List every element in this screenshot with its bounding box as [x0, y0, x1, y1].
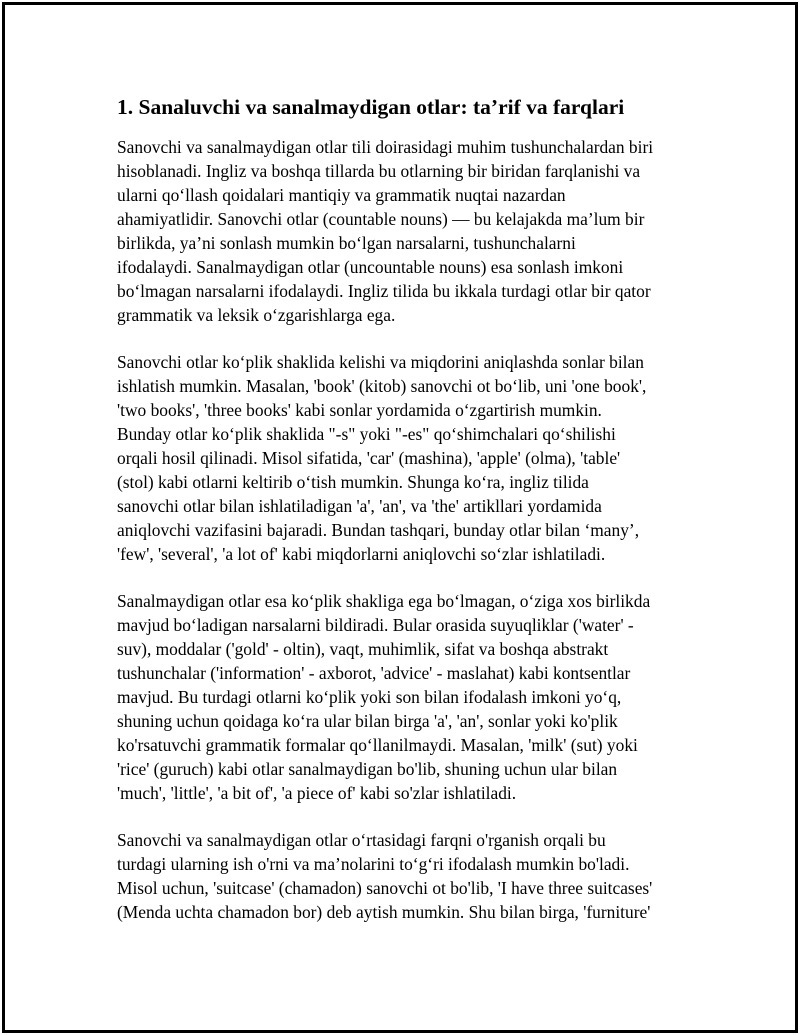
paragraph-3	[117, 589, 687, 805]
text-line: Sanovchi va sanalmaydigan otlar o‘rtasidagi farqni o'rganish orqali bu	[117, 830, 606, 850]
text-line: Misol uchun, 'suitcase' (chamadon) sanovchi ot bo'lib, 'I have three suitcases'	[117, 878, 653, 898]
text-line: Sanalmaydigan otlar esa ko‘plik shakliga ega bo‘lmagan, o‘ziga xos birlikda	[117, 591, 651, 611]
paragraph-1	[117, 135, 687, 327]
text-line: 'few', 'several', 'a lot of' kabi miqdorlarni aniqlovchi so‘zlar ishlatiladi.	[117, 544, 606, 564]
text-line: tushunchalar ('information' - axborot, 'advice' - maslahat) kabi kontsentlar	[117, 663, 631, 683]
text-line: mavjud bo‘ladigan narsalarni bildiradi. Bular orasida suyuqliklar ('water' -	[117, 615, 634, 635]
text-line: birlikda, ya’ni sonlash mumkin bo‘lgan narsalarni, tushunchalarni	[117, 233, 576, 253]
text-line: 'rice' (guruch) kabi otlar sanalmaydigan bo'lib, shuning uchun ular bilan	[117, 759, 618, 779]
paragraph-4	[117, 828, 687, 924]
text-line: ishlatish mumkin. Masalan, 'book' (kitob) sanovchi ot bo‘lib, uni 'one book',	[117, 376, 647, 396]
text-line: (stol) kabi otlarni keltirib o‘tish mumkin. Shunga ko‘ra, ingliz tilida	[117, 472, 589, 492]
text-line: (Menda uchta chamadon bor) deb aytish mumkin. Shu bilan birga, 'furniture'	[117, 902, 651, 922]
text-line: bo‘lmagan narsalarni ifodalaydi. Ingliz tilida bu ikkala turdagi otlar bir qator	[117, 281, 651, 301]
section-heading: 1. Sanaluvchi va sanalmaydigan otlar: ta’rif va farqlari	[117, 95, 625, 119]
paragraph-2	[117, 350, 687, 566]
text-line: 'two books', 'three books' kabi sonlar yordamida o‘zgartirish mumkin.	[117, 400, 602, 420]
text-line: shuning uchun qoidaga ko‘ra ular bilan birga 'a', 'an', sonlar yoki ko'plik	[117, 711, 618, 731]
text-line: aniqlovchi vazifasini bajaradi. Bundan tashqari, bunday otlar bilan ‘many’,	[117, 520, 640, 540]
text-line: ifodalaydi. Sanalmaydigan otlar (uncountable nouns) esa sonlash imkoni	[117, 257, 624, 277]
text-line: ahamiyatlidir. Sanovchi otlar (countable nouns) — bu kelajakda ma’lum bir	[117, 209, 645, 229]
document-body	[117, 93, 687, 947]
text-line: 'much', 'little', 'a bit of', 'a piece of' kabi so'zlar ishlatiladi.	[117, 783, 517, 803]
text-line: grammatik va leksik o‘zgarishlarga ega.	[117, 305, 396, 325]
text-line: suv), moddalar ('gold' - oltin), vaqt, muhimlik, sifat va boshqa abstrakt	[117, 639, 609, 659]
text-line: sanovchi otlar bilan ishlatiladigan 'a', 'an', va 'the' artikllari yordamida	[117, 496, 602, 516]
text-line: Sanovchi otlar ko‘plik shaklida kelishi va miqdorini aniqlashda sonlar bilan	[117, 352, 644, 372]
text-line: Bunday otlar ko‘plik shaklida "-s" yoki "-es" qo‘shimchalari qo‘shilishi	[117, 424, 616, 444]
text-line: orqali hosil qilinadi. Misol sifatida, 'car' (mashina), 'apple' (olma), 'table'	[117, 448, 621, 468]
text-line: mavjud. Bu turdagi otlarni ko‘plik yoki son bilan ifodalash imkoni yo‘q,	[117, 687, 622, 707]
text-line: Sanovchi va sanalmaydigan otlar tili doirasidagi muhim tushunchalardan biri	[117, 137, 654, 157]
text-line: turdagi ularning ish o'rni va ma’nolarini to‘g‘ri ifodalash mumkin bo'ladi.	[117, 854, 630, 874]
text-line: ko'rsatuvchi grammatik formalar qo‘llanilmaydi. Masalan, 'milk' (sut) yoki	[117, 735, 638, 755]
text-line: hisoblanadi. Ingliz va boshqa tillarda bu otlarning bir biridan farqlanishi va	[117, 161, 641, 181]
text-line: ularni qo‘llash qoidalari mantiqiy va grammatik nuqtai nazardan	[117, 185, 566, 205]
